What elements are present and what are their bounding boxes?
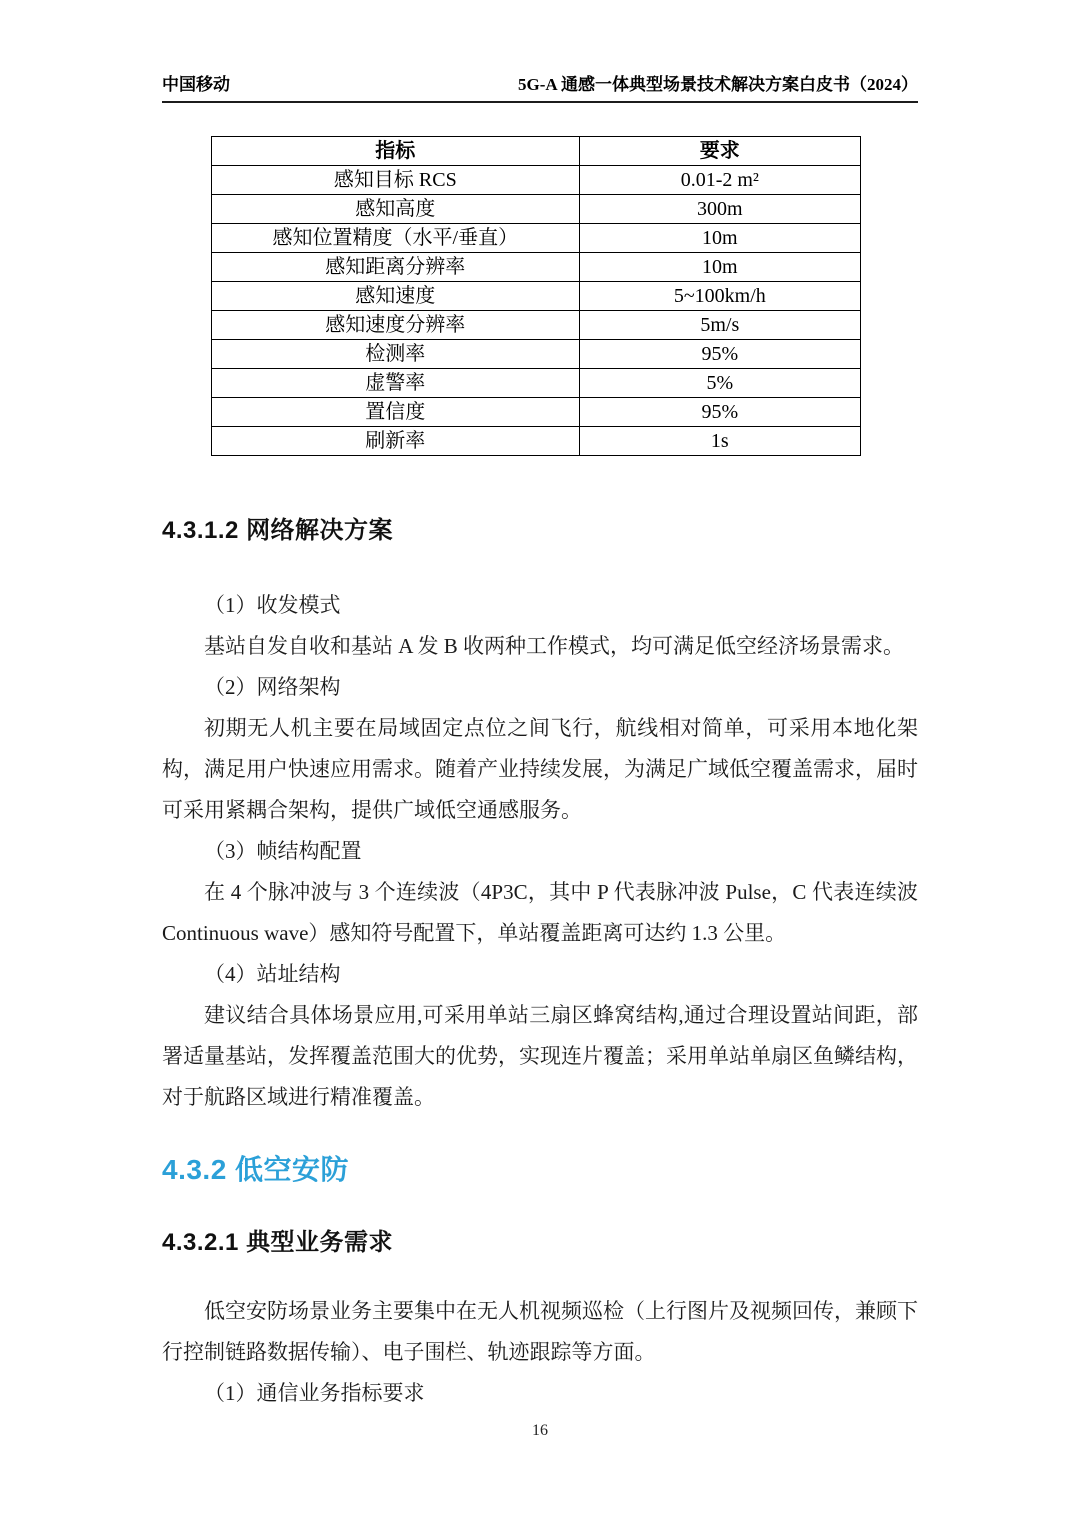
requirement-cell: 1s	[579, 427, 860, 456]
table-row	[212, 282, 861, 311]
section-4-3-1-2-body	[162, 585, 918, 1118]
requirement-cell: 5~100km/h	[579, 282, 860, 311]
indicator-cell: 虚警率	[212, 369, 580, 398]
paragraph-list-item-2: （2）网络架构	[204, 675, 341, 699]
table-row	[212, 311, 861, 340]
indicator-cell: 置信度	[212, 398, 580, 427]
table-row	[212, 369, 861, 398]
requirement-cell: 10m	[579, 224, 860, 253]
paragraph-list-item-1: （1）收发模式	[204, 593, 341, 617]
paragraph: 基站自发自收和基站 A 发 B 收两种工作模式，均可满足低空经济场景需求。	[204, 634, 905, 658]
sensing-requirements-table	[211, 136, 861, 456]
indicator-cell: 感知高度	[212, 195, 580, 224]
requirement-cell: 5m/s	[579, 311, 860, 340]
requirement-cell: 10m	[579, 253, 860, 282]
table-header-row	[212, 137, 861, 166]
indicator-cell: 感知速度分辨率	[212, 311, 580, 340]
header-doc-title: 5G-A 通感一体典型场景技术解决方案白皮书（2024）	[518, 75, 918, 94]
indicator-cell: 感知速度	[212, 282, 580, 311]
indicator-cell: 感知距离分辨率	[212, 253, 580, 282]
paragraph: 低空安防场景业务主要集中在无人机视频巡检（上行图片及视频回传，兼顾下行控制链路数据传输）、电子围栏、轨迹跟踪等方面。	[162, 1299, 918, 1364]
paragraph-list-item-4: （4）站址结构	[204, 962, 341, 986]
paragraph: 在 4 个脉冲波与 3 个连续波（4P3C，其中 P 代表脉冲波 Pulse，C 代表连续波 Continuous wave）感知符号配置下，单站覆盖距离可达约 1.3 公里。	[162, 880, 918, 945]
table-header-indicator: 指标	[212, 137, 580, 166]
indicator-cell: 刷新率	[212, 427, 580, 456]
table-row	[212, 253, 861, 282]
section-4-3-2-1-body	[162, 1291, 918, 1414]
table-header-requirement: 要求	[579, 137, 860, 166]
requirement-cell: 300m	[579, 195, 860, 224]
table-row	[212, 398, 861, 427]
paragraph: 初期无人机主要在局域固定点位之间飞行，航线相对简单，可采用本地化架构，满足用户快速应用需求。随着产业持续发展，为满足广域低空覆盖需求，届时可采用紧耦合架构，提供广域低空通感服务。	[162, 716, 918, 822]
table-row	[212, 166, 861, 195]
requirement-cell: 95%	[579, 340, 860, 369]
table-row	[212, 340, 861, 369]
table-row	[212, 195, 861, 224]
indicator-cell: 感知目标 RCS	[212, 166, 580, 195]
table-row	[212, 224, 861, 253]
indicator-cell: 感知位置精度（水平/垂直）	[212, 224, 580, 253]
paragraph-list-item-3: （3）帧结构配置	[204, 839, 362, 863]
page-number: 16	[532, 1422, 548, 1439]
header-brand: 中国移动	[162, 75, 230, 94]
section-heading-4-3-2: 4.3.2 低空安防	[162, 1154, 350, 1185]
section-heading-4-3-2-1: 4.3.2.1 典型业务需求	[162, 1229, 394, 1256]
requirement-cell: 5%	[579, 369, 860, 398]
requirement-cell: 95%	[579, 398, 860, 427]
paragraph: 建议结合具体场景应用,可采用单站三扇区蜂窝结构,通过合理设置站间距，部署适量基站，发挥覆盖范围大的优势，实现连片覆盖；采用单站单扇区鱼鳞结构，对于航路区域进行精准覆盖。	[162, 1003, 918, 1109]
indicator-cell: 检测率	[212, 340, 580, 369]
page-header	[162, 0, 918, 103]
requirement-cell: 0.01-2 m²	[579, 166, 860, 195]
table-row	[212, 427, 861, 456]
section-heading-4-3-1-2: 4.3.1.2 网络解决方案	[162, 517, 394, 544]
paragraph-list-item-1: （1）通信业务指标要求	[204, 1381, 425, 1405]
